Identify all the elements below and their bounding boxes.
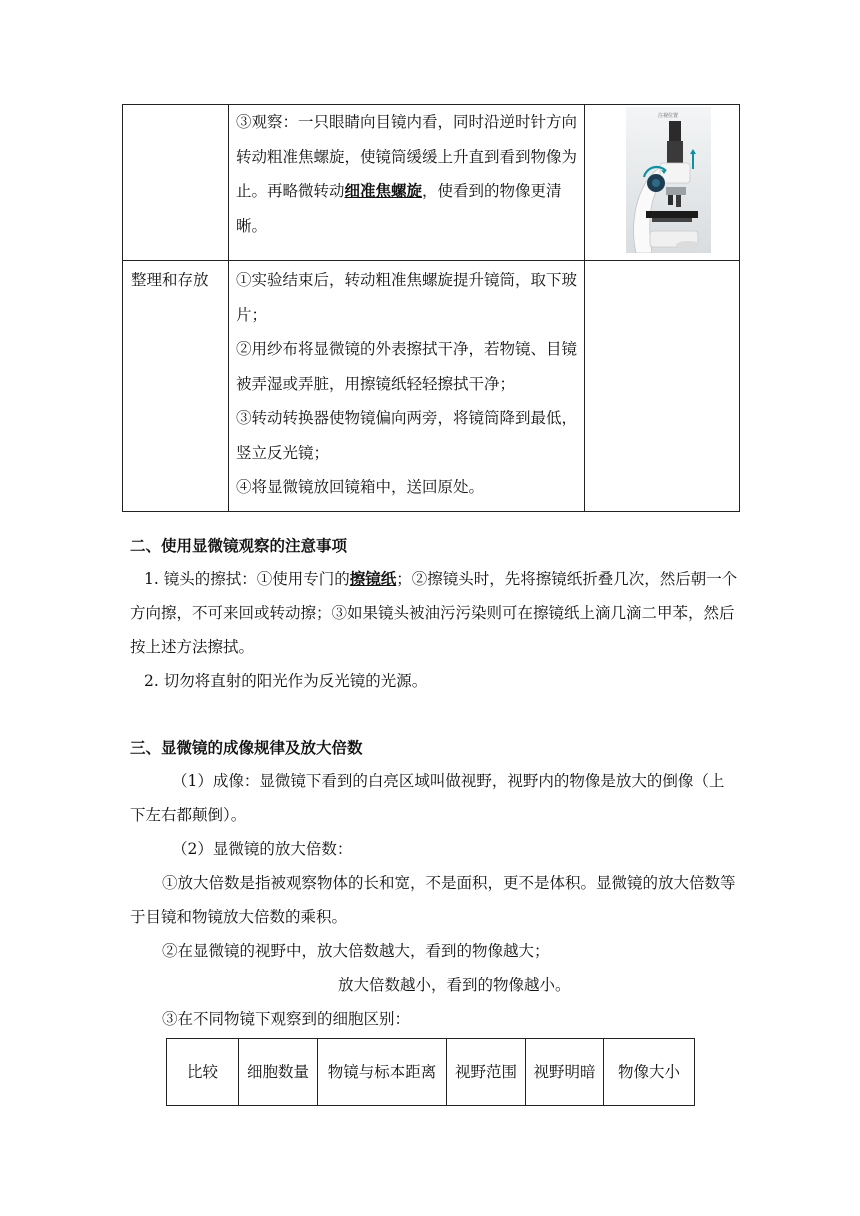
section-3-body bbox=[130, 764, 738, 1036]
observe-step-cell bbox=[229, 105, 585, 261]
lens-cleaning-text-end: ；②擦镜头时，先将擦镜纸折叠几次，然后朝一个方向擦，不可来回或转动擦；③如果镜头被油污污染则可在擦镜纸上滴几滴二甲苯，然后按上述方法擦拭。 bbox=[130, 570, 738, 656]
fine-focus-knob-term: 细准焦螺旋 bbox=[344, 181, 423, 200]
magnification-definition: ①放大倍数是指被观察物体的长和宽，不是面积，更不是体积。显微镜的放大倍数等于目镜和物镜放大倍数的乘积。 bbox=[130, 874, 736, 926]
section-3-heading: 三、显微镜的成像规律及放大倍数 bbox=[130, 738, 363, 757]
observe-step-text: ③观察：一只眼睛向目镜内看，同时沿逆时针方向转动粗准焦螺旋，使镜筒缓缓上升直到看到物像为止。再略微转动 bbox=[236, 113, 578, 200]
lens-cleaning-text: 1. 镜头的擦拭：①使用专门的 bbox=[144, 570, 350, 588]
table-row bbox=[167, 1039, 695, 1106]
magnification-rule-1: ②在显微镜的视野中，放大倍数越大，看到的物像越大； bbox=[162, 942, 550, 960]
storage-step-1: ①实验结束后，转动粗准焦螺旋提升镜筒，取下玻片； bbox=[236, 271, 578, 324]
magnification-heading: （2）显微镜的放大倍数： bbox=[172, 840, 353, 858]
header-image-size: 物像大小 bbox=[604, 1039, 695, 1106]
imaging-paragraph: （1）成像：显微镜下看到的白亮区域叫做视野，视野内的物像是放大的倒像（上下左右都颠倒）。 bbox=[130, 772, 725, 824]
lens-paper-term: 擦镜纸 bbox=[349, 569, 397, 588]
table-row bbox=[123, 105, 740, 261]
header-objective-distance: 物镜与标本距离 bbox=[318, 1039, 447, 1106]
storage-step-3: ③转动转换器使物镜偏向两旁，将镜筒降到最低，竖立反光镜； bbox=[236, 409, 578, 462]
microscope-image bbox=[626, 107, 711, 253]
procedure-table bbox=[122, 104, 740, 512]
storage-label: 整理和存放 bbox=[131, 271, 209, 289]
header-compare: 比较 bbox=[167, 1039, 239, 1106]
step-label-cell-empty bbox=[123, 105, 229, 261]
storage-steps-cell bbox=[229, 261, 585, 512]
header-field-brightness: 视野明暗 bbox=[526, 1039, 604, 1106]
comparison-table bbox=[166, 1038, 695, 1106]
objective-comparison-intro: ③在不同物镜下观察到的细胞区别： bbox=[162, 1010, 411, 1028]
sunlight-warning: 2. 切勿将直射的阳光作为反光镜的光源。 bbox=[144, 672, 428, 690]
section-2-body bbox=[130, 562, 738, 698]
section-2-heading: 二、使用显微镜观察的注意事项 bbox=[130, 536, 348, 555]
storage-step-4: ④将显微镜放回镜箱中，送回原处。 bbox=[236, 478, 485, 496]
storage-image-cell-empty bbox=[585, 261, 740, 512]
header-field-range: 视野范围 bbox=[447, 1039, 526, 1106]
microscope-image-cell bbox=[585, 105, 740, 261]
image-caption: 注视位置 bbox=[657, 113, 679, 119]
observe-step-text-end: ，使看到的物像更清晰。 bbox=[236, 182, 562, 235]
table-row bbox=[123, 261, 740, 512]
storage-step-2: ②用纱布将显微镜的外表擦拭干净，若物镜、目镜被弄湿或弄脏，用擦镜纸轻轻擦拭干净； bbox=[236, 340, 578, 393]
storage-label-cell bbox=[123, 261, 229, 512]
header-cell-count: 细胞数量 bbox=[239, 1039, 318, 1106]
magnification-rule-2: 放大倍数越小，看到的物像越小。 bbox=[338, 976, 571, 994]
